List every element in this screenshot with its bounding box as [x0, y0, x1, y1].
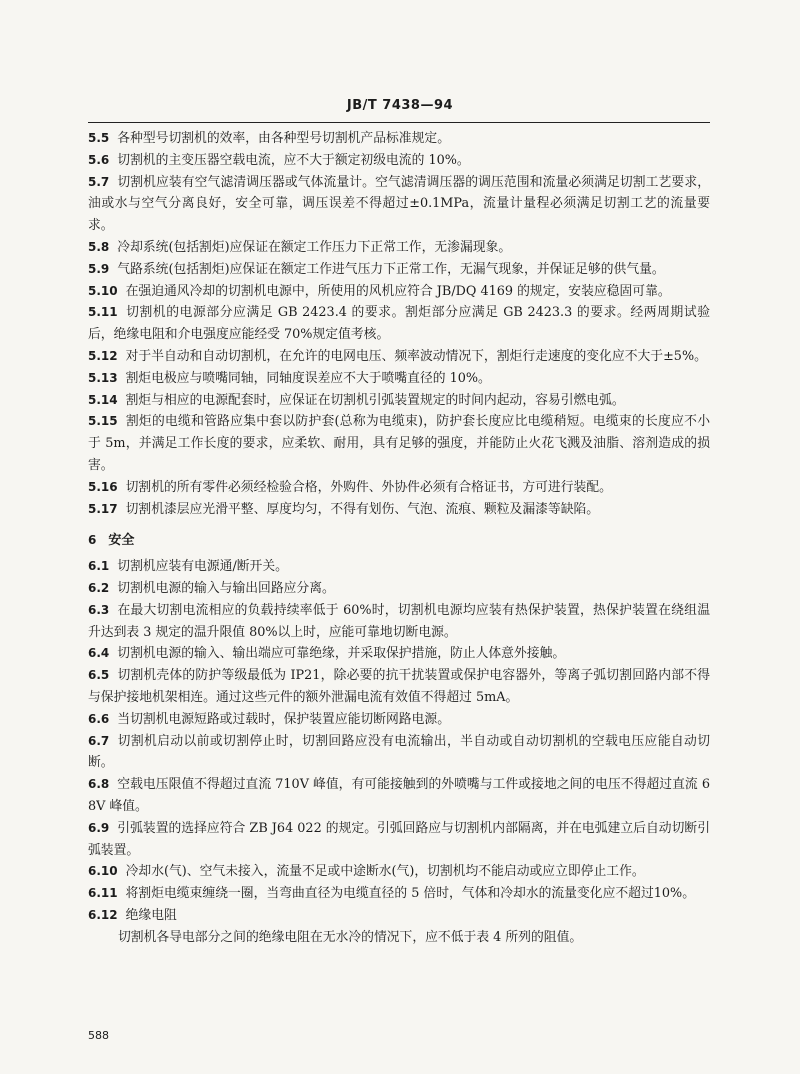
- clause-text: 切割机应装有空气滤清调压器或气体流量计。空气滤清调压器的调压范围和流量必须满足切割工艺要求，油或水与空气分离良好，安全可靠，调压误差不得超过±0.1MPa，流量计量程必须满足切割工艺的流量要求。: [88, 174, 710, 234]
- clause-paragraph: [88, 665, 710, 709]
- clause-number: 6.11: [88, 886, 118, 901]
- clause-paragraph: [88, 237, 710, 259]
- clause-paragraph: [88, 477, 710, 499]
- clause-number: 5.14: [88, 392, 118, 407]
- clause-paragraph: [88, 281, 710, 303]
- clause-number: 5.5: [88, 131, 110, 145]
- clause-text: 冷却系统(包括割炬)应保证在额定工作压力下正常工作，无渗漏现象。: [117, 239, 512, 255]
- clause-paragraph: [88, 818, 710, 862]
- clause-number: 5.9: [88, 261, 110, 276]
- section-title: 安全: [108, 533, 135, 549]
- section-5-items: [88, 128, 710, 520]
- clause-number: 6.10: [88, 864, 118, 879]
- clause-text: 切割机电源的输入、输出端应可靠绝缘，并采取保护措施，防止人体意外接触。: [117, 646, 566, 662]
- clause-text: 切割机的电源部分应满足 GB 2423.4 的要求。割炬部分应满足 GB 2423.3 的要求。经两周期试验后，绝缘电阻和介电强度应能经受 70%规定值考核。: [88, 305, 710, 343]
- header-divider: [88, 122, 710, 123]
- clause-text: 当切割机电源短路或过载时，保护装置应能切断网路电源。: [117, 711, 450, 727]
- clause-text: 割炬电极应与喷嘴同轴，同轴度误差应不大于喷嘴直径的 10%。: [125, 370, 491, 386]
- clause-text: 冷却水(气)、空气未接入，流量不足或中途断水(气)，切割机均不能启动或应立即停止工作。: [125, 864, 645, 880]
- clause-paragraph: [88, 259, 710, 281]
- clause-text: 切割机启动以前或切割停止时，切割回路应没有电流输出，半自动或自动切割机的空载电压应能自动切断。: [88, 733, 710, 771]
- clause-text: 绝缘电阻: [125, 907, 177, 923]
- clause-text: 切割机漆层应光滑平整、厚度均匀，不得有划伤、气泡、流痕、颗粒及漏漆等缺陷。: [125, 501, 600, 517]
- clause-text: 切割机的主变压器空载电流，应不大于额定初级电流的 10%。: [117, 152, 470, 168]
- clause-number: 5.8: [88, 239, 110, 254]
- clause-paragraph: [88, 905, 710, 927]
- clause-paragraph: [88, 556, 710, 578]
- clause-paragraph: [88, 600, 710, 644]
- clause-paragraph: [88, 578, 710, 600]
- clause-text: 各种型号切割机的效率，由各种型号切割机产品标准规定。: [117, 131, 450, 146]
- clause-text: 在强迫通风冷却的切割机电源中，所使用的风机应符合 JB/DQ 4169 的规定，安装应稳固可靠。: [125, 283, 671, 299]
- clause-number: 5.17: [88, 501, 118, 516]
- clause-number: 5.6: [88, 152, 110, 167]
- clause-number: 6.5: [88, 668, 110, 683]
- clause-number: 5.15: [88, 414, 118, 429]
- clause-text: 在最大切割电流相应的负载持续率低于 60%时，切割机电源均应装有热保护装置，热保护装置在绕组温升达到表 3 规定的温升限值 80%以上时，应能可靠地切断电源。: [88, 602, 710, 640]
- clause-paragraph: [88, 368, 710, 390]
- clause-number: 6.2: [88, 580, 110, 595]
- clause-paragraph: [88, 883, 710, 905]
- clause-paragraph: [88, 346, 710, 368]
- clause-text: 对于半自动和自动切割机，在允许的电网电压、频率波动情况下，割炬行走速度的变化应不大于±5%。: [125, 348, 707, 364]
- document-body: [88, 128, 710, 948]
- section-6-heading: [88, 530, 710, 552]
- clause-text: 割炬的电缆和管路应集中套以防护套(总称为电缆束)，防护套长度应比电缆稍短。电缆束的长度应不小于 5m，并满足工作长度的要求，应柔软、耐用，具有足够的强度，并能防止火花飞溅及油脂、溶剂造成的损害。: [88, 414, 710, 473]
- clause-number: 6.8: [88, 777, 110, 792]
- clause-text: 切割机壳体的防护等级最低为 IP21，除必要的抗干扰装置或保护电容器外，等离子弧切割回路内部不得与保护接地机架相连。通过这些元件的额外泄漏电流有效值不得超过 5mA。: [88, 668, 710, 705]
- clause-number: 6.4: [88, 646, 110, 661]
- page-number: 588: [88, 1029, 109, 1042]
- clause-paragraph: [88, 499, 710, 521]
- clause-paragraph: [88, 302, 710, 346]
- clause-text: 切割机电源的输入与输出回路应分离。: [117, 580, 335, 596]
- standard-code-header: JB/T 7438—94: [346, 98, 454, 113]
- clause-paragraph: [88, 411, 710, 476]
- clause-number: 5.13: [88, 370, 118, 385]
- clause-text: 割炬与相应的电源配套时，应保证在切割机引弧装置规定的时间内起动，容易引燃电弧。: [125, 392, 625, 408]
- clause-number: 5.10: [88, 283, 118, 298]
- clause-paragraph: [88, 731, 710, 775]
- clause-number: 6.12: [88, 907, 118, 922]
- section-6-items: [88, 556, 710, 927]
- clause-number: 6.9: [88, 820, 110, 835]
- section-number: 6: [88, 533, 97, 548]
- clause-number: 6.3: [88, 602, 110, 617]
- clause-paragraph: [88, 709, 710, 731]
- clause-paragraph: [88, 128, 710, 150]
- clause-paragraph: [88, 861, 710, 883]
- clause-text: 切割机应装有电源通/断开关。: [117, 559, 288, 575]
- clause-text: 切割机的所有零件必须经检验合格，外购件、外协件必须有合格证书，方可进行装配。: [125, 479, 612, 495]
- clause-number: 5.7: [88, 174, 110, 189]
- clause-paragraph: [88, 774, 710, 818]
- closing-paragraph: 切割机各导电部分之间的绝缘电阻在无水冷的情况下，应不低于表 4 所列的阻值。: [118, 929, 583, 945]
- clause-text: 空载电压限值不得超过直流 710V 峰值，有可能接触到的外喷嘴与工件或接地之间的电压不得超过直流 68V 峰值。: [88, 777, 710, 814]
- clause-number: 5.16: [88, 479, 118, 494]
- clause-number: 5.11: [88, 305, 118, 320]
- clause-text: 气路系统(包括割炬)应保证在额定工作进气压力下正常工作，无漏气现象，并保证足够的供气量。: [117, 261, 665, 277]
- clause-text: 引弧装置的选择应符合 ZB J64 022 的规定。引弧回路应与切割机内部隔离，并在电弧建立后自动切断引弧装置。: [88, 820, 710, 858]
- clause-paragraph: [88, 150, 710, 172]
- clause-text: 将割炬电缆束缠绕一圈，当弯曲直径为电缆直径的 5 倍时，气体和冷却水的流量变化应不超过10%。: [125, 886, 696, 902]
- clause-number: 6.1: [88, 559, 110, 574]
- clause-number: 6.7: [88, 733, 110, 748]
- clause-paragraph: [88, 643, 710, 665]
- clause-paragraph: [88, 390, 710, 412]
- clause-number: 6.6: [88, 711, 110, 726]
- clause-paragraph: [88, 172, 710, 237]
- clause-number: 5.12: [88, 348, 118, 363]
